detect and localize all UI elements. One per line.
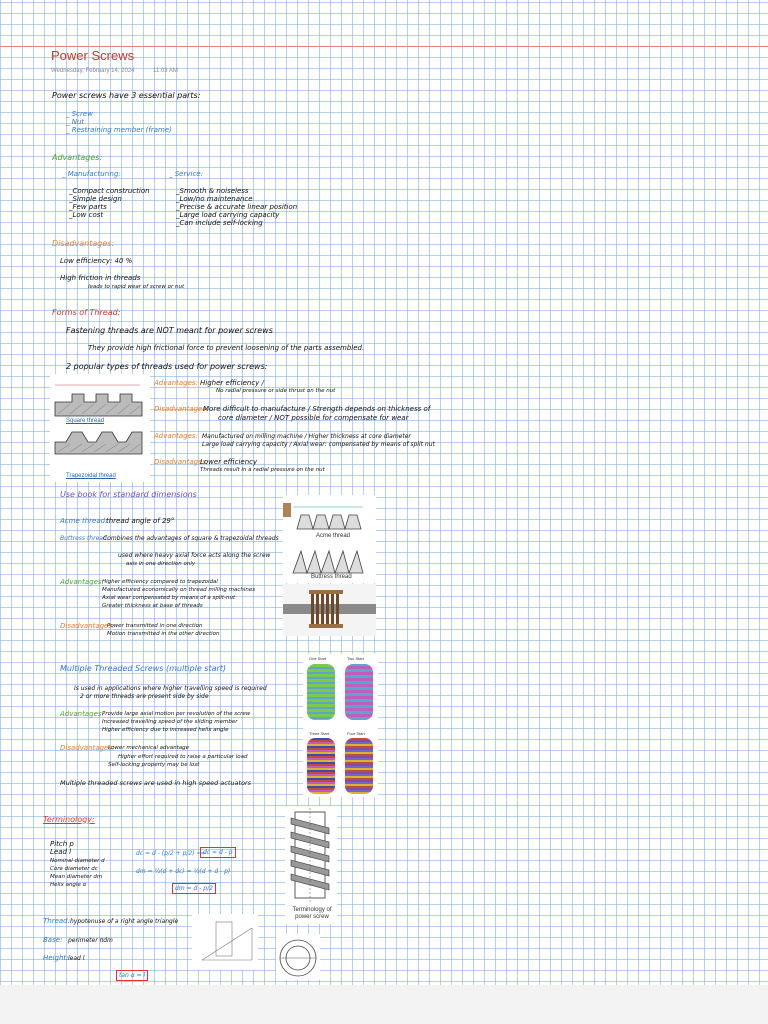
equation-core: dc = d - (p/2 + p/2) ⟹	[136, 850, 206, 857]
two-start-label: Two Start	[347, 656, 364, 661]
standard-adv-4: Greater thickness at base of threads	[102, 603, 203, 609]
buttress-note-1: used where heavy axial force acts along the screw	[118, 552, 271, 559]
trap-adv-2: Large load carrying capacity / Axial wear: compensated by means of split nut	[202, 441, 435, 448]
trap-dis-label: Disadvantages:	[154, 458, 209, 466]
multiple-line3: Multiple threaded screws are used in high speed actuators	[60, 779, 252, 787]
trapezoidal-thread-caption: Trapezoidal thread	[66, 473, 116, 479]
multiple-line2: 2 or more threads are present side by side	[80, 693, 209, 700]
square-thread-caption: Square thread	[66, 418, 105, 424]
acme-buttress-figure	[283, 495, 376, 583]
screw-photo	[283, 584, 376, 636]
manufacturing-item: _Few parts	[69, 203, 107, 211]
equation-core-result: dc = d - p	[200, 847, 236, 858]
acme-caption: Acme thread	[316, 533, 351, 539]
acme-thread-diagram	[283, 495, 376, 583]
service-item: _Large load carrying capacity	[176, 211, 280, 219]
multiple-dis-3: Self-locking property may be lost	[108, 762, 200, 768]
trap-adv-label: Advantages:	[154, 432, 198, 440]
three-start-label: Three Start	[309, 731, 330, 736]
thread-text: hypotenuse of a right angle triangle	[70, 918, 179, 925]
intro-heading: Power screws have 3 essential parts:	[52, 91, 201, 100]
standard-adv-3: Axial wear compensated by means of a split-nut	[102, 595, 236, 601]
base-label: Base:	[43, 936, 63, 944]
part-screw: _ Screw	[66, 110, 93, 118]
helix-triangle-figure	[192, 914, 258, 970]
height-label: Height:	[43, 954, 69, 962]
advantages-heading: Advantages:	[52, 153, 103, 162]
buttress-caption: Buttress thread	[311, 574, 352, 580]
standard-heading: Use book for standard dimensions	[60, 490, 197, 499]
multiple-adv-2: Increased travelling speed of the sliding member	[102, 719, 238, 725]
standard-adv-2: Manufactured economically on thread milling machines	[102, 587, 256, 593]
standard-adv-label: Advantages:	[60, 578, 104, 586]
four-start-label: Four Start	[347, 731, 365, 736]
trap-adv-1: Manufactured on milling machine / Higher thickness at core diameter	[202, 433, 411, 440]
forms-line1: Fastening threads are NOT meant for power screws	[66, 326, 273, 335]
service-label: _ Service:	[169, 170, 203, 178]
terminology-caption: Terminology of power screw	[292, 907, 332, 920]
buttress-note-2: axis in one direction only	[126, 561, 196, 567]
square-adv-2: No radial pressure or side thrust on the nut	[216, 388, 336, 394]
part-nut: _ Nut	[66, 118, 85, 126]
page-date: Wednesday, February 14, 2024	[51, 68, 135, 74]
term-helix: Helix angle α	[50, 882, 87, 888]
manufacturing-label: _ Manufacturing:	[62, 170, 121, 178]
forms-line2: They provide high frictional force to prevent loosening of the parts assembled.	[88, 344, 365, 352]
tan-alpha-equation: tan α = l	[116, 970, 148, 981]
power-screw-terminology-diagram	[285, 806, 337, 904]
service-item: _Precise & accurate linear position	[176, 203, 298, 211]
standard-dis-label: Disadvantages:	[60, 622, 115, 630]
multi-start-screws-image	[303, 654, 378, 797]
term-mean: Mean diameter dm	[50, 874, 103, 880]
disadvantages-heading: Disadvantages:	[52, 239, 115, 248]
disadvantage-friction: High friction in threads	[60, 274, 141, 282]
term-nominal: Nominal diameter d	[50, 858, 105, 864]
part-frame: _ Restraining member (frame)	[66, 126, 172, 134]
multi-start-figure	[303, 654, 378, 797]
disadvantage-wear: leads to rapid wear of screw or nut	[88, 284, 185, 290]
terminology-figure	[285, 806, 337, 924]
acme-label: Acme thread:	[60, 517, 108, 525]
nut-cross-section-figure	[276, 934, 320, 980]
term-core: Core diameter dc	[50, 866, 98, 872]
square-adv-1: Higher efficiency /	[200, 379, 264, 387]
base-text: perimeter πdm	[68, 937, 113, 944]
multiple-adv-label: Advantages:	[60, 710, 104, 718]
multiple-line1: Is used in applications where higher travelling speed is required	[74, 685, 267, 692]
trap-dis-2: Threads result in a radial pressure on the nut	[200, 467, 325, 473]
nut-cross-section-diagram	[276, 934, 320, 980]
lead-screw-image	[283, 584, 376, 636]
page-time: 11:03 AM	[153, 68, 178, 74]
page-title: Power Screws	[51, 48, 135, 63]
square-dis-1: More difficult to manufacture / Strength depends on thickness of	[203, 405, 431, 413]
thread-label: Thread:	[43, 917, 70, 925]
square-adv-label: Advantages:	[154, 379, 198, 387]
forms-heading: Forms of Thread:	[52, 308, 121, 317]
acme-text: thread angle of 29°	[106, 517, 175, 525]
forms-line3: 2 popular types of threads used for power screws:	[66, 362, 268, 371]
multiple-heading: Multiple Threaded Screws (multiple start)	[60, 664, 227, 673]
thread-figures	[50, 374, 150, 482]
disadvantage-efficiency: Low efficiency: 40 %	[60, 257, 133, 265]
square-dis-2: core diameter / NOT possible for compensate for wear	[218, 414, 409, 422]
page-footer-area	[0, 985, 768, 1024]
multiple-dis-2: Higher effort required to raise a particular load	[118, 754, 248, 760]
standard-dis-2: Motion transmitted in the other direction	[107, 631, 220, 637]
manufacturing-item: _Compact construction	[69, 187, 150, 195]
manufacturing-item: _Low cost	[69, 211, 104, 219]
service-item: _Smooth & noiseless	[176, 187, 249, 195]
trap-dis-1: Lower efficiency	[200, 458, 258, 466]
multiple-dis-label: Disadvantages:	[60, 744, 115, 752]
service-item: _Can include self-locking	[176, 219, 263, 227]
title-rule	[0, 46, 768, 47]
equation-mean-result: dm = d - p/2	[172, 883, 216, 894]
equation-mean: dm = ½(d + dc) = ½(d + d - p)	[136, 868, 231, 875]
term-lead: Lead l	[50, 848, 72, 856]
helix-triangle-diagram	[192, 914, 258, 970]
service-item: _Low/no maintenance	[176, 195, 253, 203]
square-dis-label: Disadvantages:	[154, 405, 209, 413]
term-pitch: Pitch p	[50, 840, 74, 848]
multiple-adv-3: Higher efficiency due to increased helix angle	[102, 727, 229, 733]
multiple-dis-1: Lower mechanical advantage	[108, 745, 190, 751]
square-thread-diagram	[50, 374, 150, 482]
height-text: lead l	[68, 955, 85, 962]
one-start-label: One Start	[309, 656, 327, 661]
manufacturing-item: _Simple design	[69, 195, 122, 203]
terminology-heading: Terminology:	[43, 815, 95, 824]
buttress-text: Combines the advantages of square & trapezoidal threads	[103, 535, 279, 542]
standard-dis-1: Power transmitted in one direction	[107, 623, 203, 629]
multiple-adv-1: Provide large axial motion per revolution of the screw	[102, 711, 251, 717]
buttress-label: Buttress thread:	[60, 535, 109, 542]
standard-adv-1: Higher efficiency compared to trapezoidal	[102, 579, 218, 585]
